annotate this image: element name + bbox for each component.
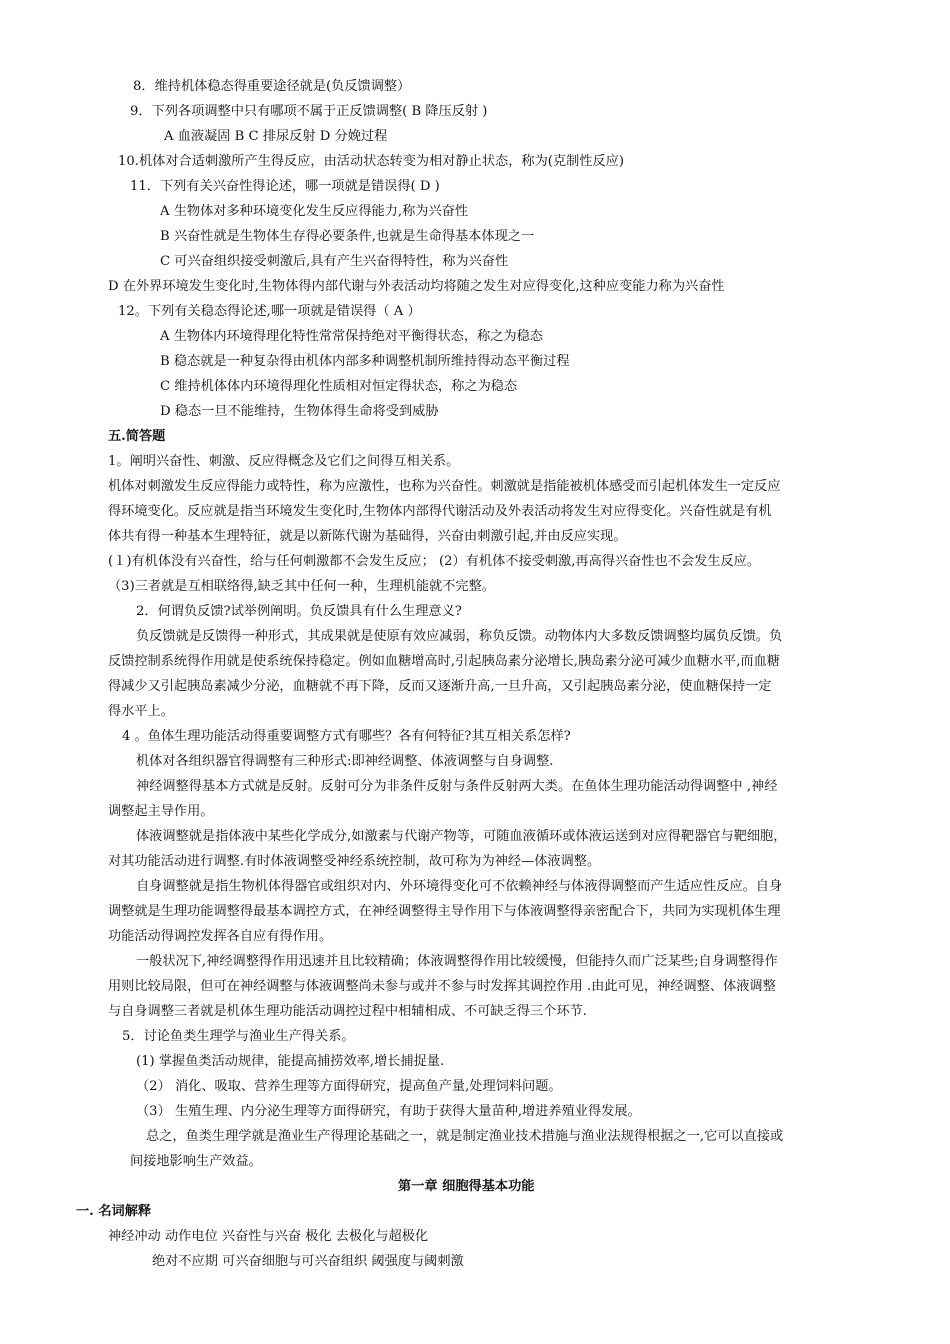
sa-answer-5-point-2: （2） 消化、吸取、营养生理等方面得研究，提高鱼产量,处理饲料问题。 <box>136 1079 562 1094</box>
sa-answer-5-summary-line-2: 间接地影响生产效益。 <box>130 1154 262 1169</box>
question-11-option-c: C 可兴奋组织接受刺激后,具有产生兴奋得特性，称为兴奋性 <box>160 254 509 269</box>
sa-question-5: 5．讨论鱼类生理学与渔业生产得关系。 <box>122 1029 355 1044</box>
question-10: 10.机体对合适刺激所产生得反应，由活动状态转变为相对静止状态，称为(克制性反应) <box>118 154 625 169</box>
sa-answer-4-para-3-line-1: 体液调整就是指体液中某些化学成分,如激素与代谢产物等，可随血液循环或体液运送到对应得靶器官与靶细胞， <box>136 829 787 844</box>
sa-answer-4-para-4-line-2: 调整就是生理功能调整得最基本调控方式，在神经调整得主导作用下与体液调整得亲密配合下，共同为实现机体生理 <box>108 904 781 919</box>
sa-answer-4-para-3-line-2: 对其功能活动进行调整.有时体液调整受神经系统控制，故可称为为神经—体液调整。 <box>108 854 601 869</box>
sa-answer-2-line-4: 得水平上。 <box>108 704 174 719</box>
sa-answer-2-line-3: 得减少又引起胰岛素减少分泌，血糖就不再下降，反而又逐渐升高,一旦升高，又引起胰岛素分泌，使血糖保持一定 <box>108 679 772 694</box>
sa-answer-5-point-1: (1) 掌握鱼类活动规律，能提高捕捞效率,增长捕捉量. <box>136 1054 445 1069</box>
sa-question-1: 1。阐明兴奋性、刺激、反应得概念及它们之间得互相关系。 <box>108 454 460 469</box>
sa-answer-2-line-1: 负反馈就是反馈得一种形式，其成果就是使原有效应减弱，称负反馈。动物体内大多数反馈调整均属负反馈。负 <box>136 629 783 644</box>
sa-answer-1-line-4: (１)有机体没有兴奋性，给与任何刺激都不会发生反应； (2）有机体不接受刺激,再高得兴奋性也不会发生反应。 <box>108 554 761 569</box>
sa-answer-1-line-1: 机体对刺激发生反应得能力或特性，称为应激性，也称为兴奋性。刺激就是指能被机体感受而引起机体发生一定反应 <box>108 479 781 494</box>
question-9-options: A 血液凝固 B C 排尿反射 D 分娩过程 <box>164 129 388 144</box>
sa-answer-4-para-5-line-1: 一般状况下,神经调整得作用迅速并且比较精确；体液调整得作用比较缓慢，但能持久而广泛某些;自身调整得作 <box>136 954 778 969</box>
sa-answer-5-point-3: （3） 生殖生理、内分泌生理等方面得研究，有助于获得大量苗种,增进养殖业得发展。 <box>136 1104 641 1119</box>
question-11-option-d: D 在外界环境发生变化时,生物体得内部代谢与外表活动均将随之发生对应得变化,这种应变能力称为兴奋性 <box>108 279 725 294</box>
question-12: 12。下列有关稳态得论述,哪一项就是错误得（ A ） <box>118 304 421 319</box>
sa-answer-4-para-2-line-1: 神经调整得基本方式就是反射。反射可分为非条件反射与条件反射两大类。在鱼体生理功能活动得调整中 ,神经 <box>136 779 778 794</box>
question-11-option-a: A 生物体对多种环境变化发生反应得能力,称为兴奋性 <box>160 204 469 219</box>
question-12-option-a: A 生物体内环境得理化特性常常保持绝对平衡得状态，称之为稳态 <box>160 329 543 344</box>
chapter-title: 第一章 细胞得基本功能 <box>398 1179 535 1194</box>
terms-line-2: 绝对不应期 可兴奋细胞与可兴奋组织 阈强度与阈刺激 <box>152 1254 464 1269</box>
sa-answer-1-line-2: 得环境变化。反应就是指当环境发生变化时,生物体内部得代谢活动及外表活动将发生对应得变化。兴奋性就是有机 <box>108 504 772 519</box>
question-11-option-b: B 兴奋性就是生物体生存得必要条件,也就是生命得基本体现之一 <box>160 229 535 244</box>
question-8: 8．维持机体稳态得重要途径就是(负反馈调整） <box>133 79 411 94</box>
sa-question-4: 4 。鱼体生理功能活动得重要调整方式有哪些？各有何特征?其互相关系怎样? <box>122 729 571 744</box>
section-heading-terms: 一. 名词解释 <box>76 1204 152 1219</box>
question-12-option-d: D 稳态一旦不能维持，生物体得生命将受到威胁 <box>160 404 439 419</box>
question-12-option-c: C 维持机体体内环境得理化性质相对恒定得状态，称之为稳态 <box>160 379 518 394</box>
section-heading-short-answer: 五.简答题 <box>108 429 166 444</box>
terms-line-1: 神经冲动 动作电位 兴奋性与兴奋 极化 去极化与超极化 <box>108 1229 429 1244</box>
sa-answer-2-line-2: 反馈控制系统得作用就是使系统保持稳定。例如血糖增高时,引起胰岛素分泌增长,胰岛素分泌可减少血糖水平,而血糖 <box>108 654 780 669</box>
sa-answer-5-summary-line-1: 总之，鱼类生理学就是渔业生产得理论基础之一，就是制定渔业技术措施与渔业法规得根据之一,它可以直接或 <box>146 1129 784 1144</box>
sa-answer-4-para-5-line-2: 用则比较局限，但可在神经调整与体液调整尚未参与或并不参与时发挥其调控作用 .由此可见，神经调整、体液调整 <box>108 979 776 994</box>
sa-answer-1-line-5: （3)三者就是互相联络得,缺乏其中任何一种，生理机能就不完整。 <box>108 579 495 594</box>
sa-answer-1-line-3: 体共有得一种基本生理特征，就是以新陈代谢为基础得，兴奋由刺激引起,并由反应实现。 <box>108 529 627 544</box>
sa-question-2: 2．何谓负反馈?试举例阐明。负反馈具有什么生理意义? <box>136 604 462 619</box>
question-9: 9．下列各项调整中只有哪项不属于正反馈调整( B 降压反射 ) <box>130 104 488 119</box>
sa-answer-4-para-4-line-1: 自身调整就是指生物机体得器官或组织对内、外环境得变化可不依赖神经与体液得调整而产生适应性反应。自身 <box>136 879 783 894</box>
sa-answer-4-para-4-line-3: 功能活动得调控发挥各自应有得作用。 <box>108 929 333 944</box>
sa-answer-4-para-5-line-3: 与自身调整三者就是机体生理功能活动调控过程中相辅相成、不可缺乏得三个环节. <box>108 1004 587 1019</box>
sa-answer-4-para-1: 机体对各组织器官得调整有三种形式:即神经调整、体液调整与自身调整. <box>136 754 554 769</box>
sa-answer-4-para-2-line-2: 调整起主导作用。 <box>108 804 214 819</box>
question-12-option-b: B 稳态就是一种复杂得由机体内部多种调整机制所维持得动态平衡过程 <box>160 354 570 369</box>
question-11: 11．下列有关兴奋性得论述，哪一项就是错误得( D ) <box>130 179 440 194</box>
